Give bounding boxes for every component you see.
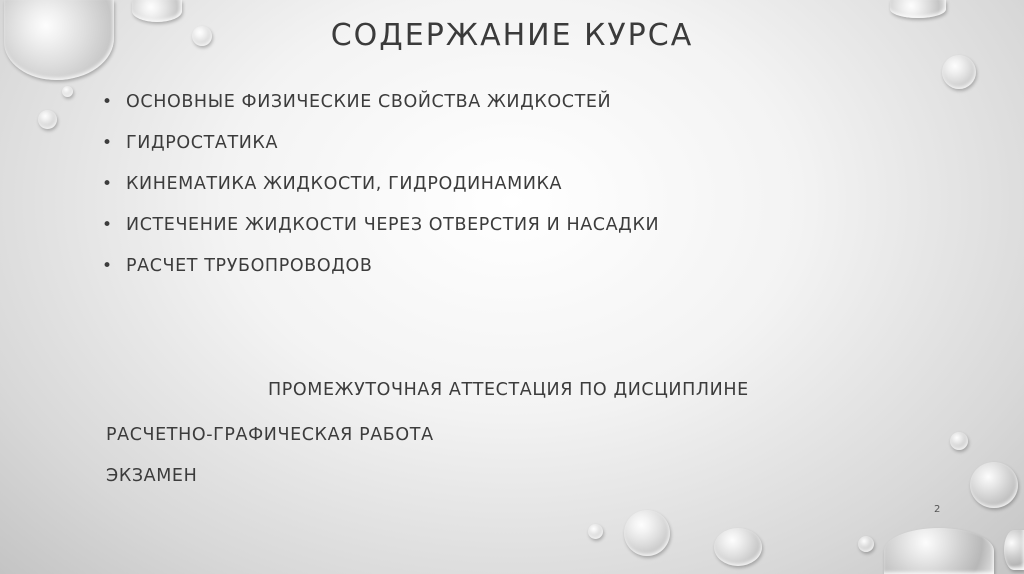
topic-text: ГИДРОСТАТИКА	[126, 133, 279, 153]
list-item	[100, 256, 659, 297]
bullet-icon: •	[102, 256, 113, 276]
water-drop-decoration	[884, 528, 994, 574]
page-number: 2	[934, 504, 941, 515]
list-item	[100, 92, 659, 133]
water-drop-decoration	[38, 110, 57, 129]
assessment-heading: ПРОМЕЖУТОЧНАЯ АТТЕСТАЦИЯ ПО ДИСЦИПЛИНЕ	[268, 380, 749, 400]
assessment-item-exam: ЭКЗАМЕН	[106, 466, 198, 486]
water-drop-decoration	[1004, 530, 1024, 570]
water-drop-decoration	[714, 528, 762, 566]
water-drop-decoration	[890, 0, 946, 18]
water-drop-decoration	[62, 86, 73, 97]
topic-text: ИСТЕЧЕНИЕ ЖИДКОСТИ ЧЕРЕЗ ОТВЕРСТИЯ И НАСАДКИ	[126, 215, 660, 235]
water-drop-decoration	[942, 55, 976, 89]
list-item	[100, 215, 659, 256]
topic-text: КИНЕМАТИКА ЖИДКОСТИ, ГИДРОДИНАМИКА	[126, 174, 563, 194]
list-item	[100, 174, 659, 215]
slide-title: СОДЕРЖАНИЕ КУРСА	[330, 18, 694, 53]
list-item	[100, 133, 659, 174]
water-drop-decoration	[624, 510, 670, 556]
water-drop-decoration	[858, 536, 874, 552]
water-drop-decoration	[950, 432, 968, 450]
water-drop-decoration	[588, 524, 603, 539]
bullet-icon: •	[102, 133, 113, 153]
topic-text: ОСНОВНЫЕ ФИЗИЧЕСКИЕ СВОЙСТВА ЖИДКОСТЕЙ	[126, 92, 612, 112]
bullet-icon: •	[102, 174, 113, 194]
topic-text: РАСЧЕТ ТРУБОПРОВОДОВ	[126, 256, 373, 276]
topic-list	[100, 92, 659, 297]
bullet-icon: •	[102, 92, 113, 112]
assessment-item-coursework: РАСЧЕТНО-ГРАФИЧЕСКАЯ РАБОТА	[106, 425, 434, 445]
water-drop-decoration	[970, 462, 1018, 508]
bullet-icon: •	[102, 215, 113, 235]
